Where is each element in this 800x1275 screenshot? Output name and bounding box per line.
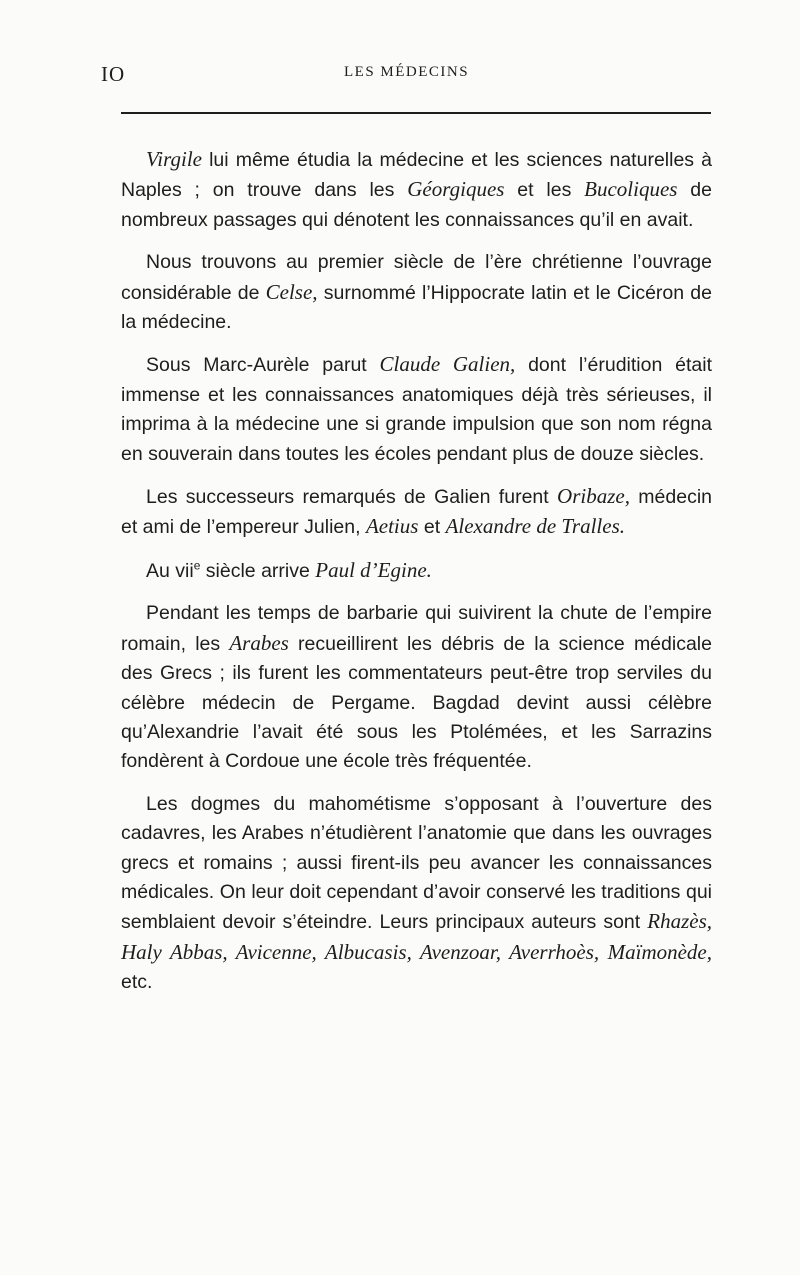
paragraph bbox=[121, 248, 712, 337]
text-run: dont l’érudition était immense et les connaissances anatomiques déjà très sérieuses, il imprima à la médecine une si grande impulsion que son nom régna en souverain dans toutes les écoles pendant plus de douze siècles. bbox=[121, 354, 712, 465]
text-run: lui même étudia la médecine et les sciences naturelles à Naples ; on trouve dans les bbox=[121, 149, 712, 202]
italic-text: Celse, bbox=[265, 279, 318, 304]
italic-text: Géorgiques bbox=[407, 177, 505, 202]
italic-text: Aetius bbox=[365, 514, 419, 539]
italic-text: Oribaze, bbox=[557, 484, 630, 509]
text-run: surnommé l’Hippocrate latin et le Cicéron de la médecine. bbox=[121, 281, 712, 334]
text-run: Les dogmes du mahométisme s’opposant à l’ouverture des cadavres, les Arabes n’étudièrent l’anatomie que dans les ouvrages grecs et romains ; aussi firent-ils peu avancer les connaissances médicales. On leur doit cependant d’avoir conservé les traditions qui semblaient devoir s’éteindre. Leurs principaux auteurs sont bbox=[121, 792, 712, 934]
header-rule bbox=[121, 112, 711, 114]
text-run: et les bbox=[504, 179, 585, 202]
text-run: recueillirent les débris de la science médicale des Grecs ; ils furent les commentateurs peut-être trop serviles du célèbre médecin de Pergame. Bagdad devint aussi célèbre qu’Alexandrie l’avait été sous les Ptolémées, et les Sarrazins fondèrent à Cordoue une école très fréquentée. bbox=[121, 632, 712, 773]
text-run: Les successeurs remarqués de Galien furent bbox=[146, 486, 558, 509]
text-run: Pendant les temps de barbarie qui suivirent la chute de l’empire romain, les bbox=[121, 602, 712, 655]
paragraph bbox=[121, 556, 712, 586]
italic-text: Alexandre de Tralles. bbox=[445, 514, 626, 539]
italic-text: Rhazès, Haly Abbas, Avicenne, Albucasis, Avenzoar, Averrhoès, Maïmonède, bbox=[121, 909, 712, 964]
page-number: IO bbox=[101, 62, 126, 86]
text-run: Sous Marc-Aurèle parut bbox=[146, 354, 380, 377]
text-run: etc. bbox=[121, 971, 153, 994]
body-text bbox=[121, 145, 712, 1011]
italic-text: Bucoliques bbox=[584, 177, 678, 202]
paragraph bbox=[121, 145, 712, 235]
text-run: de nombreux passages qui dénotent les connaissances qu’il en avait. bbox=[121, 179, 712, 231]
text-run: et bbox=[418, 516, 446, 539]
text-run: siècle arrive bbox=[200, 559, 316, 582]
paragraph bbox=[121, 482, 712, 543]
running-title: LES MÉDECINS bbox=[344, 64, 470, 80]
text-run: Au vii bbox=[146, 559, 194, 582]
text-run: médecin et ami de l’empereur Julien, bbox=[121, 486, 713, 539]
paragraph bbox=[121, 350, 712, 469]
text-run: Nous trouvons au premier siècle de l’ère chrétienne l’ouvrage considérable de bbox=[121, 251, 712, 304]
italic-text: Claude Galien, bbox=[379, 352, 516, 377]
superscript-text: e bbox=[193, 558, 201, 573]
italic-text: Paul d’Egine. bbox=[315, 557, 432, 582]
italic-text: Arabes bbox=[229, 630, 289, 655]
paragraph bbox=[121, 790, 712, 998]
paragraph bbox=[121, 599, 712, 776]
italic-text: Virgile bbox=[146, 147, 202, 171]
